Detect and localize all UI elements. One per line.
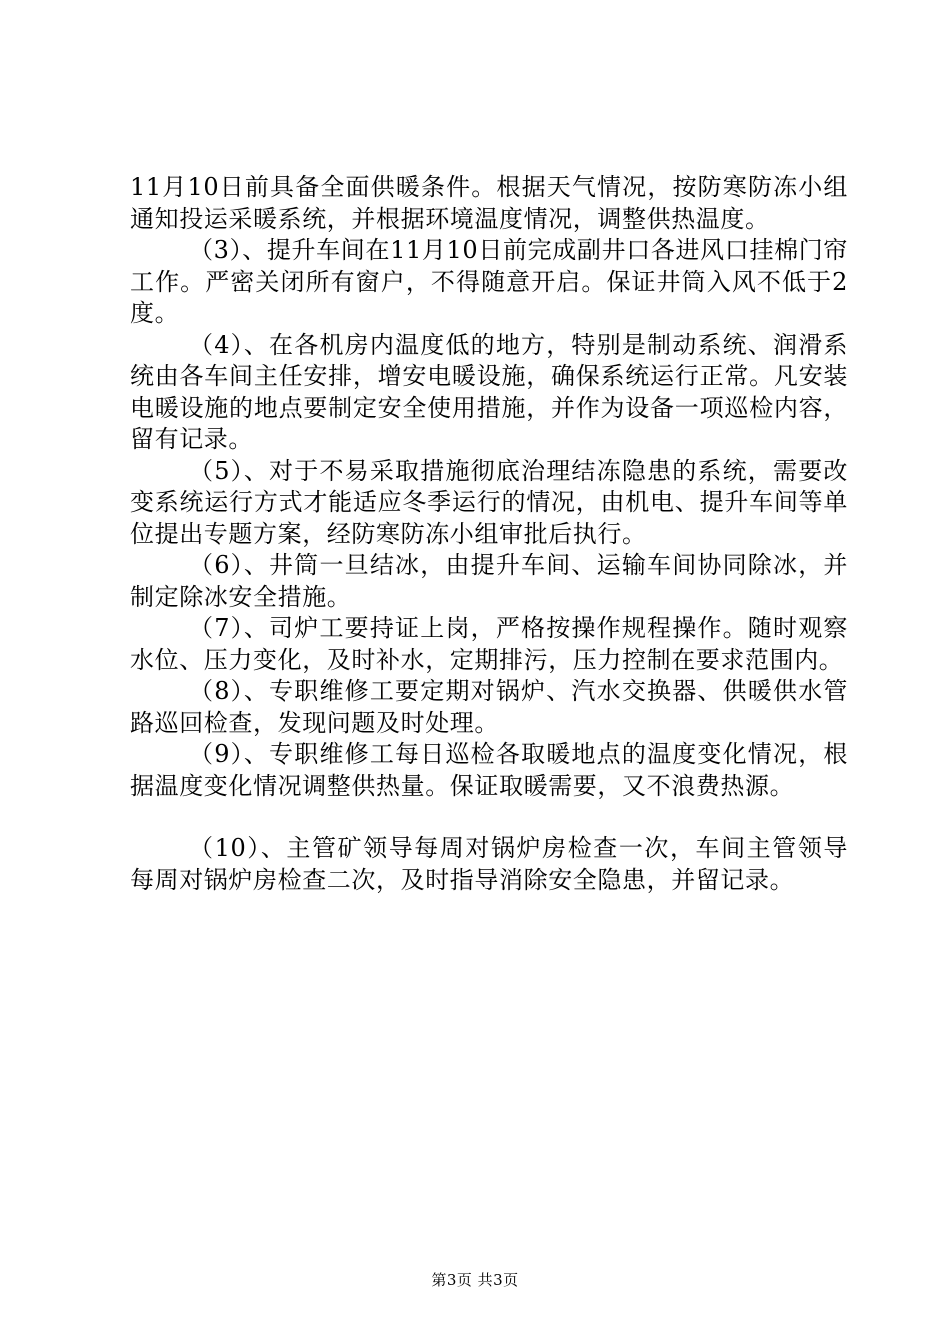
paragraph-item-10: （10）、主管矿领导每周对锅炉房检查一次，车间主管领导每周对锅炉房检查二次，及时指导消除安全隐患，并留记录。 [130,834,848,894]
paragraph-item-3: （3）、提升车间在11月10日前完成副井口各进风口挂棉门帘工作。严密关闭所有窗户，不得随意开启。保证井筒入风不低于2度。 [130,236,848,327]
paragraph-item-5: （5）、对于不易采取措施彻底治理结冻隐患的系统，需要改变系统运行方式才能适应冬季运行的情况，由机电、提升车间等单位提出专题方案，经防寒防冻小组审批后执行。 [130,456,848,548]
paragraph-item-6: （6）、井筒一旦结冰，由提升车间、运输车间协同除冰，并制定除冰安全措施。 [130,551,848,611]
paragraph-continuation: 11月10日前具备全面供暖条件。根据天气情况，按防寒防冻小组通知投运采暖系统，并根据环境温度情况，调整供热温度。 [130,173,848,233]
page-number-footer: 第3页 共3页 [431,1271,519,1289]
paragraph-item-7: （7）、司炉工要持证上岗，严格按操作规程操作。随时观察水位、压力变化，及时补水，定期排污，压力控制在要求范围内。 [130,614,848,674]
paragraph-item-8: （8）、专职维修工要定期对锅炉、汽水交换器、供暖供水管路巡回检查，发现问题及时处理。 [130,677,848,737]
paragraph-item-9: （9）、专职维修工每日巡检各取暖地点的温度变化情况，根据温度变化情况调整供热量。保证取暖需要，又不浪费热源。 [130,740,848,800]
document-body [130,172,848,896]
paragraph-item-4: （4）、在各机房内温度低的地方，特别是制动系统、润滑系统由各车间主任安排，增安电暖设施，确保系统运行正常。凡安装电暖设施的地点要制定安全使用措施，并作为设备一项巡检内容，留有记录。 [130,330,848,453]
